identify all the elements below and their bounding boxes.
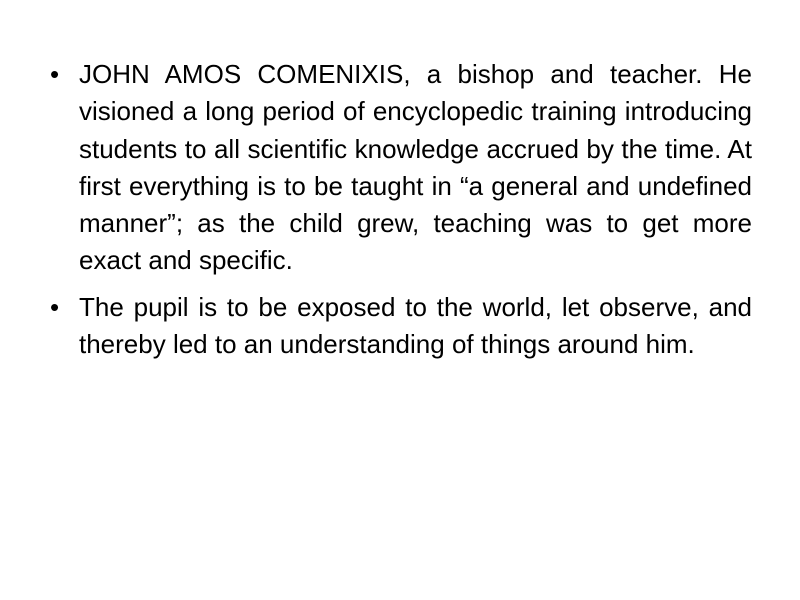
bullet-icon: • xyxy=(50,291,60,322)
bullet-list xyxy=(50,56,752,372)
bullet-text-1: JOHN AMOS COMENIXIS, a bishop and teacher. He visioned a long period of encyclopedic training introducing students to all scientific knowledge accrued by the time. At first everything is to be taught in “a general and undefined manner”; as the child grew, teaching was to get more exact and specific. xyxy=(79,59,752,276)
bullet-item-2 xyxy=(50,289,752,364)
bullet-item-1 xyxy=(50,56,752,280)
bullet-text-2: The pupil is to be exposed to the world, let observe, and thereby led to an understanding of things around him. xyxy=(79,291,752,360)
bullet-icon: • xyxy=(50,59,60,89)
